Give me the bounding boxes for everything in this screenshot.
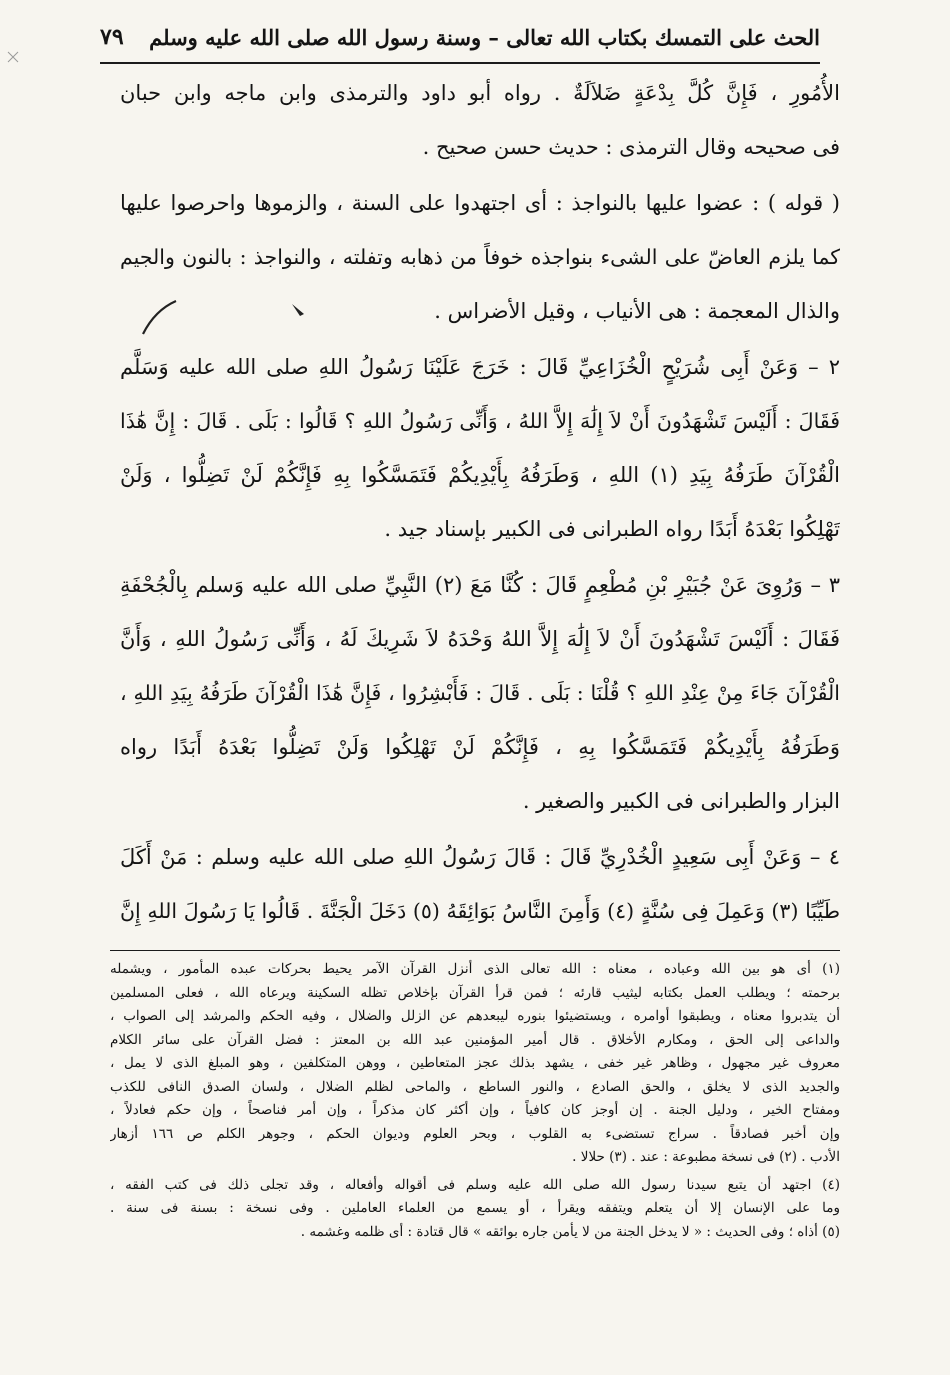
footnotes — [110, 958, 840, 1244]
margin-mark-icon — [6, 50, 20, 64]
hadith-3-line: وَطَرَفُهُ بِأَيْدِيكُمْ فَتَمَسَّكُوا بِهِ ، فَإِنَّكُمْ لَنْ تَهْلِكُوا وَلَنْ تَضِلُّوا بَعْدَهُ أَبَدًا رواه — [120, 735, 840, 759]
hadith-2-line: الْقُرْآنَ طَرَفُهُ بِيَدِ (١) اللهِ ، وَطَرَفُهُ بِأَيْدِيكُمْ فَتَمَسَّكُوا بِهِ فَإِنَّكُمْ لَنْ تَضِلُّوا ، وَلَنْ — [120, 463, 840, 487]
hadith-2-line: فَقَالَ : أَلَيْسَ تَشْهَدُونَ أَنْ لاَ إِلَٰهَ إِلاَّ اللهُ ، وَأَنِّى رَسُولُ اللهِ ؟ قَالُوا : بَلَى . قَالَ : إِنَّ هَٰذَا — [120, 409, 840, 433]
footnote-line: برحمته ؛ ويطلب العمل بكتابه ليثيب قارئه ؛ فمن قرأ القرآن بإخلاص تظله السكينة ويرعاه الله ، فعلى المسلمين — [110, 984, 840, 1001]
footnote-line: والجديد الذى لا يخلق ، والحق الصادع ، والنور الساطع ، والماحى لظلم الضلال ، ولسان الصدق النافى للكذب — [110, 1078, 840, 1095]
hadith-2-line: ٢ – وَعَنْ أَبِى شُرَيْحٍ الْخُزَاعِيِّ قَالَ : خَرَجَ عَلَيْنَا رَسُولُ اللهِ صلى الله عليه وَسَلَّم — [120, 355, 840, 379]
footnote-line: أن يتدبروا معناه ، ويطبقوا أوامره ، ويستضيئوا بنوره ليبعدهم عن الزلل والضلال ، وفيه الحكم والمرشد إلى الصواب ، — [110, 1008, 840, 1024]
footnote-line: معروف غير مجهول ، وظاهر غير خفى ، يشهد بذلك عجز المتعاطين ، ووهن المتكلفين ، وهو المبلغ الذى لا يمل ، — [110, 1055, 840, 1071]
footnote-line: والداعى إلى الحق ، ومكارم الأخلاق . قال أمير المؤمنين عبد الله بن المعتز : فضل القرآن على سائر الكلام — [110, 1031, 840, 1048]
hadith-2-line: تَهْلِكُوا بَعْدَهُ أَبَدًا رواه الطبرانى فى الكبير بإسناد جيد . — [384, 517, 840, 541]
text-line: فى صحيحه وقال الترمذى : حديث حسن صحيح . — [422, 135, 840, 159]
hadith-4-line: طَيِّبًا (٣) وَعَمِلَ فِى سُنَّةٍ (٤) وَأَمِنَ النَّاسُ بَوَائِقَهُ (٥) دَخَلَ الْجَنَّةَ . قَالُوا يَا رَسُولَ اللهِ إِنَّ — [120, 899, 840, 923]
page-number: ٧٩ — [100, 24, 124, 50]
text-line: الأُمُورِ ، فَإِنَّ كُلَّ بِدْعَةٍ ضَلاَلَةٌ . رواه أبو داود والترمذى وابن ماجه وابن حبان — [120, 81, 840, 105]
commentary-line: كما يلزم العاضّ على الشىء بنواجذه خوفاً من ذهابه وتفلته ، والنواجذ : بالنون والجيم — [120, 245, 840, 269]
main-text — [120, 66, 840, 938]
hadith-3-line: ٣ – وَرُوِىَ عَنْ جُبَيْرِ بْنِ مُطْعِمٍ قَالَ : كُنَّا مَعَ (٢) النَّبِيِّ صلى الله عليه وَسلم بِالْجُحْفَةِ — [120, 573, 840, 597]
footnote-line: (٤) اجتهد أن يتبع سيدنا رسول الله صلى الله عليه وسلم فى أقواله وأفعاله ، وقد تجلى ذلك فى كتب الفقه ، — [110, 1176, 840, 1193]
hadith-3-line: فَقَالَ : أَلَيْسَ تَشْهَدُونَ أَنْ لاَ إِلَٰهَ إِلاَّ اللهُ وَحْدَهُ لاَ شَرِيكَ لَهُ ، وَأَنِّى رَسُولُ اللهِ ، وَأَنَّ — [120, 627, 840, 651]
commentary-line: والذال المعجمة : هى الأنياب ، وقيل الأضراس . — [434, 299, 840, 323]
footnote-line: وما على الإنسان إلا أن يتعلم ويتفقه ويقرأ ، أو يسمع من العلماء العاملين . وفى نسخة : بسنة فى سنة . — [110, 1200, 840, 1216]
header-title: الحث على التمسك بكتاب الله تعالى – وسنة رسول الله صلى الله عليه وسلم — [149, 24, 820, 50]
hadith-3-line: الْقُرْآنَ جَاءَ مِنْ عِنْدِ اللهِ ؟ قُلْنَا : بَلَى . قَالَ : فَأَبْشِرُوا ، فَإِنَّ هَٰذَا الْقُرْآنَ طَرَفُهُ بِيَدِ اللهِ ، — [120, 681, 840, 705]
hadith-3-line: البزار والطبرانى فى الكبير والصغير . — [522, 789, 840, 813]
footnote-line: (٥) أذاه ؛ وفى الحديث : « لا يدخل الجنة من لا يأمن جاره بوائقه » قال قتادة : أى ظلمه وغشمه . — [300, 1223, 840, 1240]
commentary-line: ( قوله ) : عضوا عليها بالنواجذ : أى اجتهدوا على السنة ، والزموها واحرصوا عليها — [120, 191, 840, 215]
footnote-divider — [110, 950, 840, 951]
footnote-line: وإن أخبر فصادقاً . سراج تستضىء به القلوب ، وبحر العلوم وديوان الحكم ، وجوهر الكلم ص ١٦٦ أزهار — [110, 1125, 840, 1142]
hadith-4-line: ٤ – وَعَنْ أَبِى سَعِيدٍ الْخُدْرِيِّ قَالَ : قَالَ رَسُولُ اللهِ صلى الله عليه وسلم : مَنْ أَكَلَ — [120, 845, 840, 869]
footnote-line: (١) أى هو بين الله وعباده ، معناه : الله تعالى الذى أنزل القرآن الآمر يحيط بحركات عبده المأمور ، ويشمله — [110, 961, 840, 977]
footnote-line: ومفتاح الخير ، ودليل الجنة . إن أوجز كان كافياً ، وإن أكثر كان مذكراً ، وإن أمر فناصحاً ، وإن حكم فعادلاً ، — [110, 1102, 840, 1118]
running-header — [100, 12, 820, 64]
footnote-line: الأدب . (٢) فى نسخة مطبوعة : عند . (٣) حلالا . — [572, 1149, 840, 1165]
